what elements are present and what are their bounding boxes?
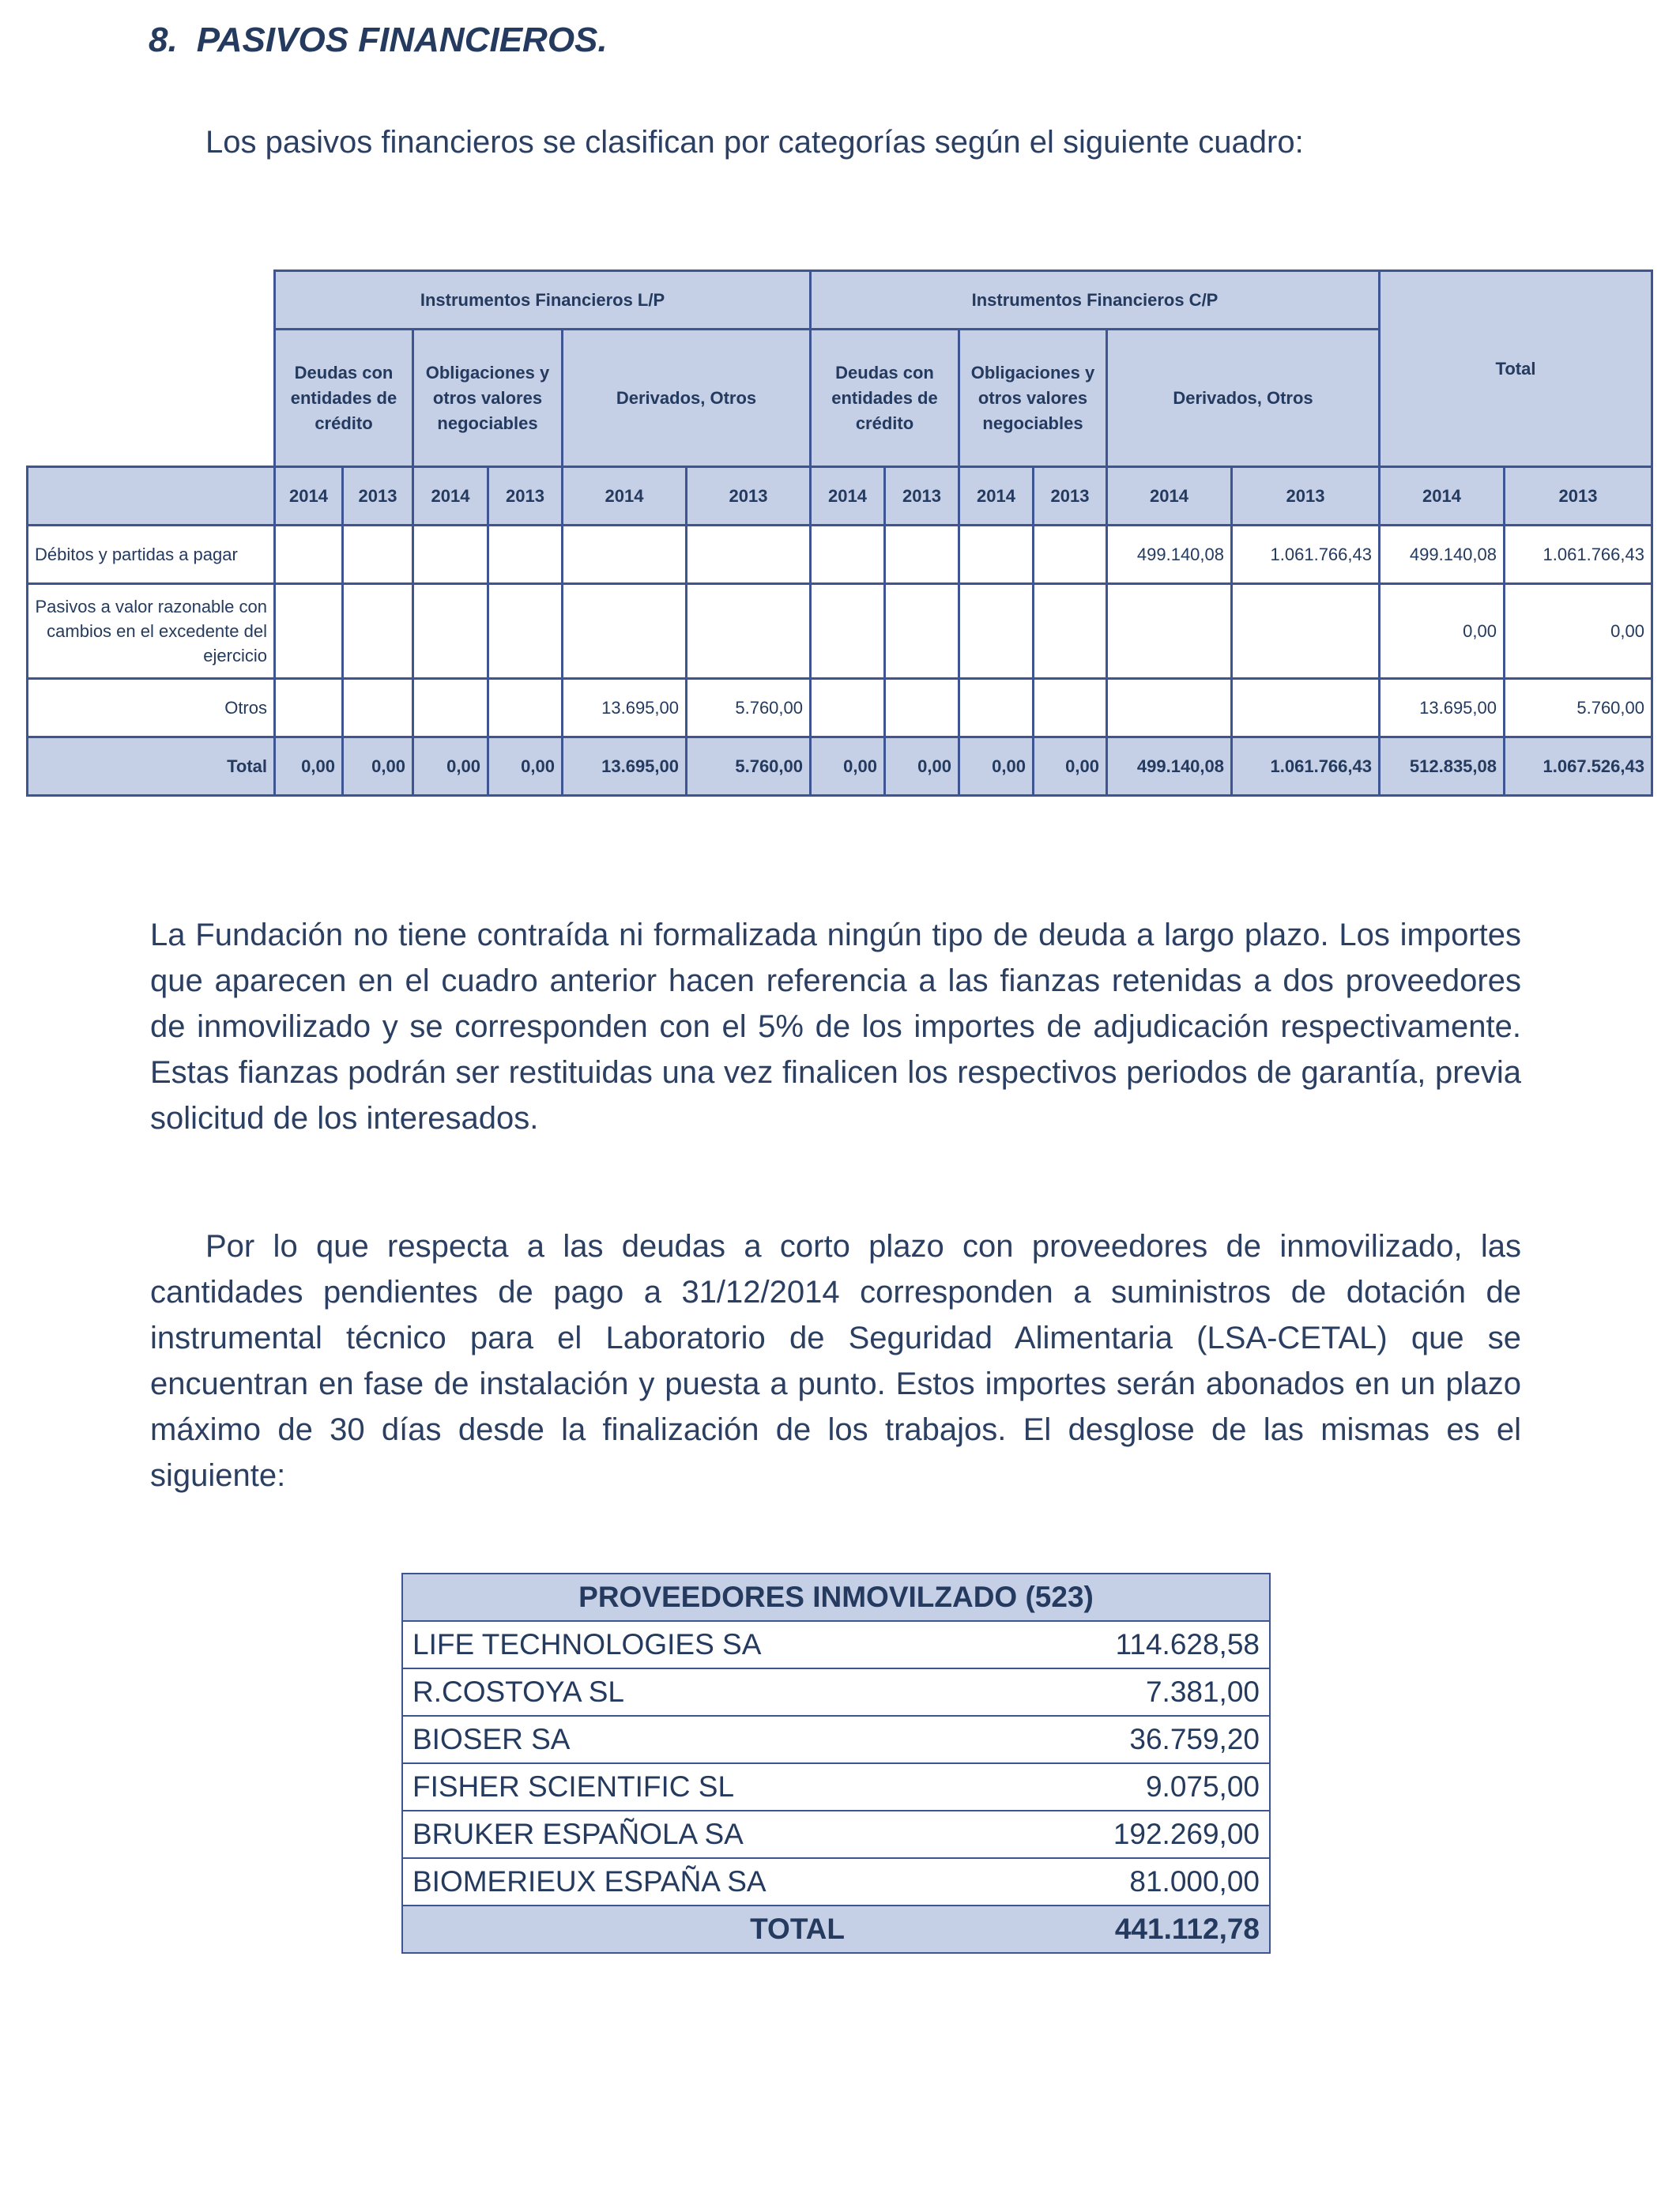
year-header: 2013 (885, 467, 959, 526)
table-cell (275, 679, 343, 737)
subheader-cp-deudas: Deudas con entidades de crédito (811, 330, 959, 467)
total-cell: 5.760,00 (687, 737, 811, 796)
table-cell (488, 679, 563, 737)
empty-corner (28, 330, 275, 467)
table-cell (413, 679, 488, 737)
table-cell: 0,00 (1380, 584, 1505, 679)
header-cp: Instrumentos Financieros C/P (811, 271, 1380, 330)
year-row-label (28, 467, 275, 526)
year-header: 2014 (413, 467, 488, 526)
subheader-lp-deudas: Deudas con entidades de crédito (275, 330, 413, 467)
table-row (402, 1763, 1270, 1811)
table-cell (687, 584, 811, 679)
row-label: Otros (28, 679, 275, 737)
table-cell (343, 526, 413, 584)
table-cell: 1.061.766,43 (1505, 526, 1652, 584)
year-header: 2014 (563, 467, 687, 526)
subheader-cp-obligaciones: Obligaciones y otros valores negociables (959, 330, 1107, 467)
total-cell: 0,00 (413, 737, 488, 796)
table-cell (1034, 679, 1107, 737)
header-total: Total (1380, 271, 1652, 467)
supplier-amount: 36.759,20 (940, 1716, 1270, 1763)
intro-text: Los pasivos financieros se clasifican por categorías según el siguiente cuadro: (205, 125, 1304, 160)
year-header: 2013 (1232, 467, 1380, 526)
suppliers-title-row (402, 1574, 1270, 1621)
total-cell: 13.695,00 (563, 737, 687, 796)
supplier-amount: 9.075,00 (940, 1763, 1270, 1811)
total-row (28, 737, 1652, 796)
table-cell: 5.760,00 (687, 679, 811, 737)
total-cell: 1.061.766,43 (1232, 737, 1380, 796)
suppliers-total-label: TOTAL (402, 1906, 940, 1953)
financial-liabilities-table (26, 270, 1653, 797)
total-cell: 499.140,08 (1107, 737, 1232, 796)
table-cell (885, 584, 959, 679)
year-header: 2014 (1380, 467, 1505, 526)
table-cell (1107, 584, 1232, 679)
table-row (402, 1811, 1270, 1858)
paragraph-long-term-debt: La Fundación no tiene contraída ni formalizada ningún tipo de deuda a largo plazo. Los importes que aparecen en el cuadro anterior hacen referencia a las fianzas retenidas a dos proveedores de inmovilizado y se corresponden con el 5% de los importes de adjudicación respectivamente. Estas fianzas podrán ser restituidas una vez finalicen los respectivos periodos de garantía, previa solicitud de los interesados. (150, 918, 1521, 1136)
subheader-lp-derivados: Derivados, Otros (563, 330, 811, 467)
total-cell: 0,00 (275, 737, 343, 796)
table-cell (1034, 526, 1107, 584)
year-row (28, 467, 1652, 526)
suppliers-total-amount: 441.112,78 (940, 1906, 1270, 1953)
table-cell (1034, 584, 1107, 679)
supplier-amount: 192.269,00 (940, 1811, 1270, 1858)
supplier-name: BIOSER SA (402, 1716, 940, 1763)
table-cell: 499.140,08 (1380, 526, 1505, 584)
total-cell: 0,00 (885, 737, 959, 796)
table-row (402, 1668, 1270, 1716)
table-cell (563, 584, 687, 679)
subheader-cp-derivados: Derivados, Otros (1107, 330, 1380, 467)
supplier-name: R.COSTOYA SL (402, 1668, 940, 1716)
section-heading (149, 21, 608, 60)
supplier-amount: 114.628,58 (940, 1621, 1270, 1668)
year-header: 2014 (811, 467, 885, 526)
table-cell (343, 679, 413, 737)
total-cell: 0,00 (343, 737, 413, 796)
supplier-name: LIFE TECHNOLOGIES SA (402, 1621, 940, 1668)
table-row (28, 526, 1652, 584)
table-cell (275, 526, 343, 584)
table-cell (563, 526, 687, 584)
section-number: 8. (149, 21, 178, 59)
supplier-name: BIOMERIEUX ESPAÑA SA (402, 1858, 940, 1906)
group-header-row (28, 271, 1652, 330)
year-header: 2013 (1034, 467, 1107, 526)
year-header: 2014 (1107, 467, 1232, 526)
table-cell (413, 526, 488, 584)
table-row (402, 1621, 1270, 1668)
table-cell (811, 584, 885, 679)
supplier-name: FISHER SCIENTIFIC SL (402, 1763, 940, 1811)
total-cell: 0,00 (811, 737, 885, 796)
table-cell (959, 584, 1034, 679)
table-cell (959, 679, 1034, 737)
table-cell (687, 526, 811, 584)
table-cell (1232, 584, 1380, 679)
table-cell (1232, 679, 1380, 737)
total-cell: 0,00 (488, 737, 563, 796)
suppliers-table (401, 1573, 1271, 1954)
row-label: Débitos y partidas a pagar (28, 526, 275, 584)
table-cell: 13.695,00 (1380, 679, 1505, 737)
year-header: 2013 (1505, 467, 1652, 526)
section-title: PASIVOS FINANCIEROS. (196, 21, 608, 59)
total-cell: 512.835,08 (1380, 737, 1505, 796)
total-cell: 0,00 (959, 737, 1034, 796)
suppliers-total-row (402, 1906, 1270, 1953)
supplier-amount: 7.381,00 (940, 1668, 1270, 1716)
total-cell: 1.067.526,43 (1505, 737, 1652, 796)
table-cell (811, 679, 885, 737)
year-header: 2014 (275, 467, 343, 526)
table-cell (1107, 679, 1232, 737)
table-cell (811, 526, 885, 584)
table-cell: 13.695,00 (563, 679, 687, 737)
year-header: 2013 (343, 467, 413, 526)
year-header: 2013 (687, 467, 811, 526)
header-lp: Instrumentos Financieros L/P (275, 271, 811, 330)
table-cell (343, 584, 413, 679)
table-cell: 0,00 (1505, 584, 1652, 679)
table-cell (413, 584, 488, 679)
table-cell (959, 526, 1034, 584)
table-row (28, 679, 1652, 737)
table-cell (488, 584, 563, 679)
table-row (402, 1716, 1270, 1763)
table-cell (488, 526, 563, 584)
total-row-label: Total (28, 737, 275, 796)
table-cell: 499.140,08 (1107, 526, 1232, 584)
year-header: 2013 (488, 467, 563, 526)
table-cell (885, 526, 959, 584)
table-row (28, 584, 1652, 679)
paragraph-short-term-debt: Por lo que respecta a las deudas a corto plazo con proveedores de inmovilizado, las cantidades pendientes de pago a 31/12/2014 corresponden a suministros de dotación de instrumental técnico para el Laboratorio de Seguridad Alimentaria (LSA-CETAL) que se encuentran en fase de instalación y puesta a punto. Estos importes serán abonados en un plazo máximo de 30 días desde la finalización de los trabajos. El desglose de las mismas es el siguiente: (150, 1229, 1521, 1493)
year-header: 2014 (959, 467, 1034, 526)
table-cell: 1.061.766,43 (1232, 526, 1380, 584)
table-row (402, 1858, 1270, 1906)
supplier-name: BRUKER ESPAÑOLA SA (402, 1811, 940, 1858)
suppliers-title: PROVEEDORES INMOVILZADO (523) (402, 1574, 1270, 1621)
empty-corner (28, 271, 275, 330)
total-cell: 0,00 (1034, 737, 1107, 796)
supplier-amount: 81.000,00 (940, 1858, 1270, 1906)
table-cell: 5.760,00 (1505, 679, 1652, 737)
table-cell (885, 679, 959, 737)
subheader-lp-obligaciones: Obligaciones y otros valores negociables (413, 330, 563, 467)
table-cell (275, 584, 343, 679)
row-label: Pasivos a valor razonable con cambios en el excedente del ejercicio (28, 584, 275, 679)
